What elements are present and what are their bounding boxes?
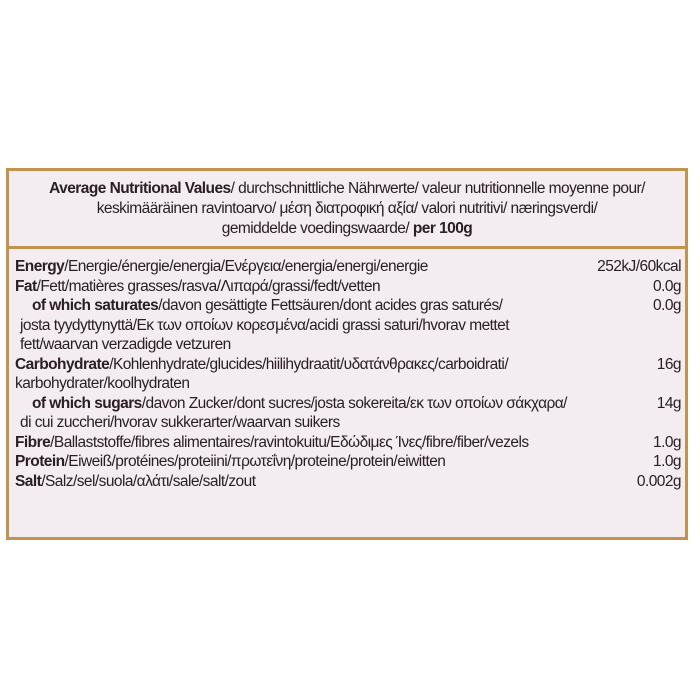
row-salt-label: Salt bbox=[15, 472, 42, 490]
row-carbohydrate-label: Carbohydrate bbox=[15, 355, 110, 373]
row-saturates-translations: /davon gesättigte Fettsäuren/dont acides gras saturés/ bbox=[158, 297, 503, 314]
row-fibre-value: 1.0g bbox=[653, 433, 681, 451]
header-divider bbox=[9, 246, 685, 249]
row-fibre-label: Fibre bbox=[15, 433, 51, 451]
row-salt-name bbox=[15, 473, 255, 490]
header-line-3-rest: gemiddelde voedingswaarde/ bbox=[221, 220, 413, 237]
row-fat-label: Fat bbox=[15, 277, 37, 295]
row-salt-translations: /Salz/sel/suola/αλάτι/sale/salt/zout bbox=[41, 472, 256, 490]
row-saturates-cont-1: josta tyydyttynyttä/Εκ των οποίων κορεσμένα/acidi grassi saturi/hvorav mettet bbox=[20, 316, 509, 334]
row-energy-value: 252kJ/60kcal bbox=[597, 258, 681, 275]
row-sugars-label: of which sugars bbox=[32, 394, 142, 412]
row-fat-name bbox=[15, 278, 380, 295]
row-saturates-name bbox=[32, 297, 502, 314]
header-title: Average Nutritional Values bbox=[49, 180, 231, 197]
header-line-2: keskimääräinen ravintoarvo/ μέση διατροφική αξία/ valori nutritivi/ næringsverdi/ bbox=[96, 200, 598, 217]
row-fat-value: 0.0g bbox=[653, 277, 681, 295]
nutrition-label bbox=[6, 168, 688, 540]
row-carbohydrate-translations: /Kohlenhydrate/glucides/hiilihydraatit/υδατάνθρακες/carboidrati/ bbox=[109, 355, 509, 373]
row-energy-name bbox=[15, 258, 428, 275]
row-fibre-translations: /Ballaststoffe/fibres alimentaires/ravintokuitu/Εδώδιμες Ίνες/fibre/fiber/vezels bbox=[50, 433, 529, 451]
row-carbohydrate bbox=[9, 355, 685, 394]
row-saturates-label: of which saturates bbox=[32, 297, 159, 314]
row-fat-translations: /Fett/matières grasses/rasva/Λιπαρά/grassi/fedt/vetten bbox=[36, 277, 381, 295]
row-energy-label: Energy bbox=[15, 258, 65, 275]
row-protein-label: Protein bbox=[15, 453, 65, 470]
header-line-1-rest: / durchschnittliche Nährwerte/ valeur nutritionnelle moyenne pour/ bbox=[230, 180, 645, 197]
header-line-1 bbox=[9, 179, 685, 199]
row-saturates-value: 0.0g bbox=[653, 297, 681, 314]
header-per-100g: per 100g bbox=[412, 220, 473, 237]
row-sugars bbox=[9, 394, 685, 433]
row-saturates bbox=[9, 296, 685, 355]
nutrition-table bbox=[9, 257, 685, 491]
row-protein-value: 1.0g bbox=[653, 453, 681, 470]
header-line-3 bbox=[9, 219, 685, 239]
row-sugars-translations: /davon Zucker/dont sucres/josta sokereita/εκ των οποίων σάκχαρα/ bbox=[141, 394, 567, 412]
row-sugars-value: 14g bbox=[656, 394, 681, 412]
row-sugars-cont-1: di cui zuccheri/hvorav sukkerarter/waarvan suikers bbox=[20, 414, 340, 431]
row-carbohydrate-value: 16g bbox=[656, 355, 681, 373]
row-salt bbox=[9, 472, 685, 492]
row-fibre bbox=[9, 433, 685, 453]
row-protein-name bbox=[15, 453, 445, 470]
row-energy bbox=[9, 257, 685, 277]
row-protein-translations: /Eiweiß/protéines/proteiini/πρωτεΐνη/proteine/protein/eiwitten bbox=[64, 453, 446, 470]
row-saturates-cont-2: fett/waarvan verzadigde vetzuren bbox=[20, 336, 231, 353]
row-fat bbox=[9, 277, 685, 297]
row-energy-translations: /Energie/énergie/energia/Ενέργεια/energia/energi/energie bbox=[64, 258, 428, 275]
row-protein bbox=[9, 452, 685, 472]
row-salt-value: 0.002g bbox=[636, 472, 681, 490]
nutrition-header bbox=[9, 171, 685, 246]
row-carbohydrate-name bbox=[15, 356, 508, 373]
row-fibre-name bbox=[15, 434, 529, 451]
row-sugars-name bbox=[32, 395, 567, 412]
row-carbohydrate-cont-1: karbohydrater/koolhydraten bbox=[15, 375, 190, 392]
